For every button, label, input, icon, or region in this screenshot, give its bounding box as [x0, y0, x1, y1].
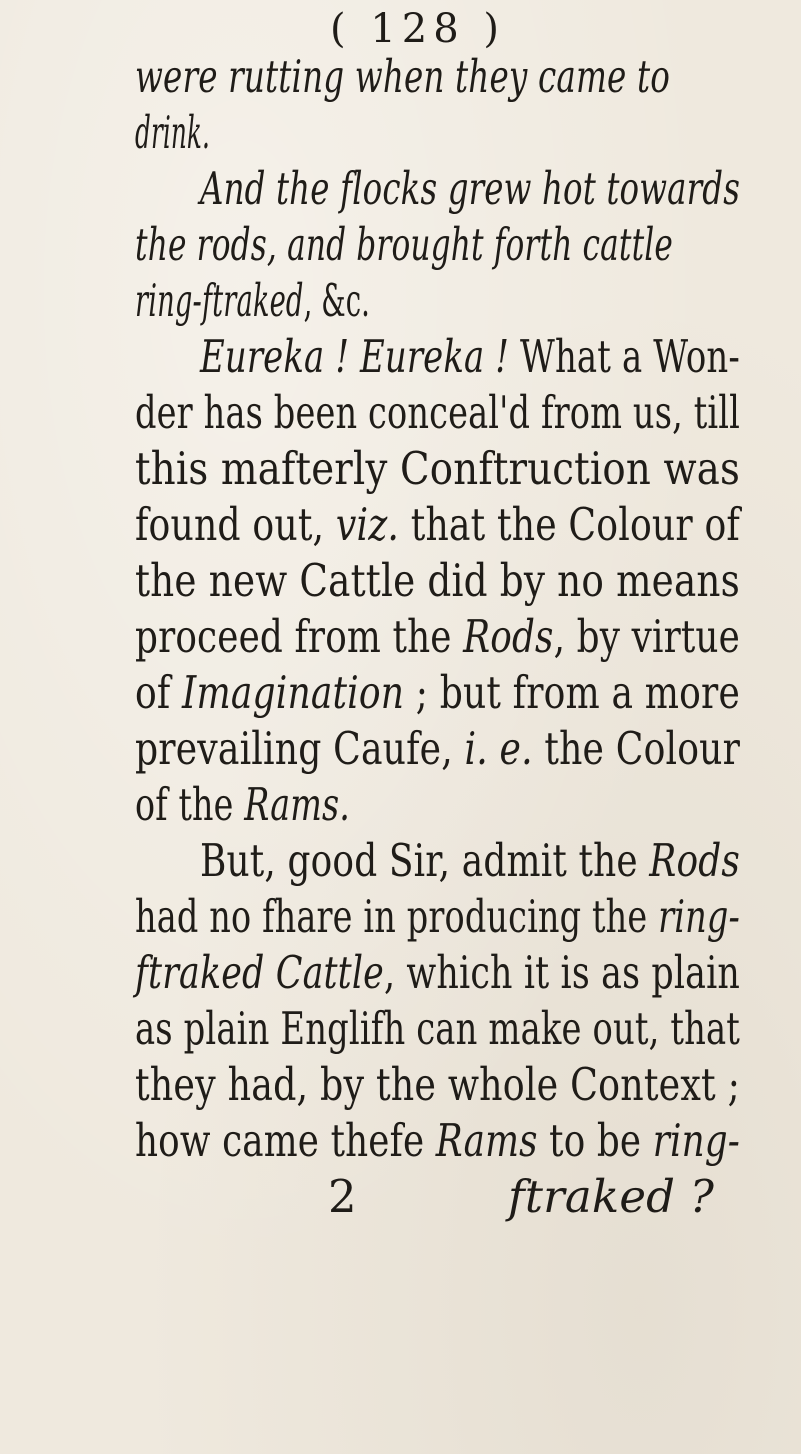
italic-segment: ftraked Cattle — [135, 946, 384, 999]
text-line — [200, 160, 740, 218]
roman-segment: proceed from the — [135, 610, 464, 663]
text-line — [135, 608, 740, 666]
text-line — [200, 832, 740, 890]
roman-segment: of the — [135, 778, 245, 831]
roman-segment: to be — [537, 1114, 653, 1167]
italic-segment: Rods — [463, 610, 554, 663]
text-line — [135, 384, 740, 442]
roman-segment: of — [135, 666, 183, 719]
roman-segment: But, good Sir, admit the — [200, 834, 650, 887]
italic-segment: viz. — [335, 498, 400, 551]
text-line — [135, 104, 210, 162]
roman-segment: they had, by the whole Context ; — [135, 1058, 741, 1111]
italic-segment: were rutting when they came to — [135, 50, 670, 103]
italic-segment: And the flocks grew hot towards — [200, 162, 741, 215]
text-line — [135, 1000, 740, 1058]
roman-segment: as plain Englifh can make out, that — [135, 1002, 741, 1055]
roman-segment: the new Cattle did by no means — [135, 554, 740, 607]
roman-segment: ; but from a more — [404, 666, 740, 719]
italic-segment: Imagination — [182, 666, 405, 719]
italic-segment: ring- — [652, 1114, 741, 1167]
italic-segment: drink. — [135, 106, 211, 159]
roman-segment: What a Won- — [509, 330, 740, 383]
text-line — [135, 776, 350, 834]
italic-segment: ring- — [658, 890, 740, 943]
roman-segment: this mafterly Conftruction was — [135, 442, 741, 495]
italic-segment: Eureka ! Eureka ! — [200, 330, 510, 383]
roman-segment: , &c. — [303, 274, 371, 327]
roman-segment: , which it is as plain — [383, 946, 740, 999]
roman-segment: der has been conceal'd from us, till — [135, 386, 741, 439]
text-line — [135, 888, 740, 946]
text-line — [135, 496, 740, 554]
page-number: ( 128 ) — [330, 6, 505, 52]
roman-segment: prevailing Caufe, — [135, 722, 465, 775]
text-line — [135, 944, 740, 1002]
roman-segment: how came thefe — [135, 1114, 436, 1167]
text-line — [135, 552, 740, 610]
italic-segment: the rods, and brought forth cattle — [135, 218, 674, 271]
text-line — [200, 328, 740, 386]
text-line — [135, 48, 670, 106]
roman-segment: had no fhare in producing the — [135, 890, 659, 943]
text-line — [135, 272, 370, 330]
italic-segment: i. e. — [464, 722, 533, 775]
text-line — [135, 216, 673, 274]
signature-mark: 2 — [328, 1170, 357, 1223]
text-line — [135, 1056, 740, 1114]
italic-segment: Rods — [649, 834, 740, 887]
roman-segment: found out, — [135, 498, 336, 551]
italic-segment: ring-ftraked — [135, 274, 304, 327]
text-line — [135, 1112, 740, 1170]
italic-segment: Rams — [435, 1114, 538, 1167]
text-line — [135, 664, 740, 722]
roman-segment: the Colour — [532, 722, 741, 775]
roman-segment: , by virtue — [553, 610, 740, 663]
text-line — [135, 440, 740, 498]
catchword: ftraked ? — [508, 1170, 715, 1223]
roman-segment: that the Colour of — [399, 498, 740, 551]
italic-segment: Rams. — [244, 778, 350, 831]
text-line — [135, 720, 740, 778]
